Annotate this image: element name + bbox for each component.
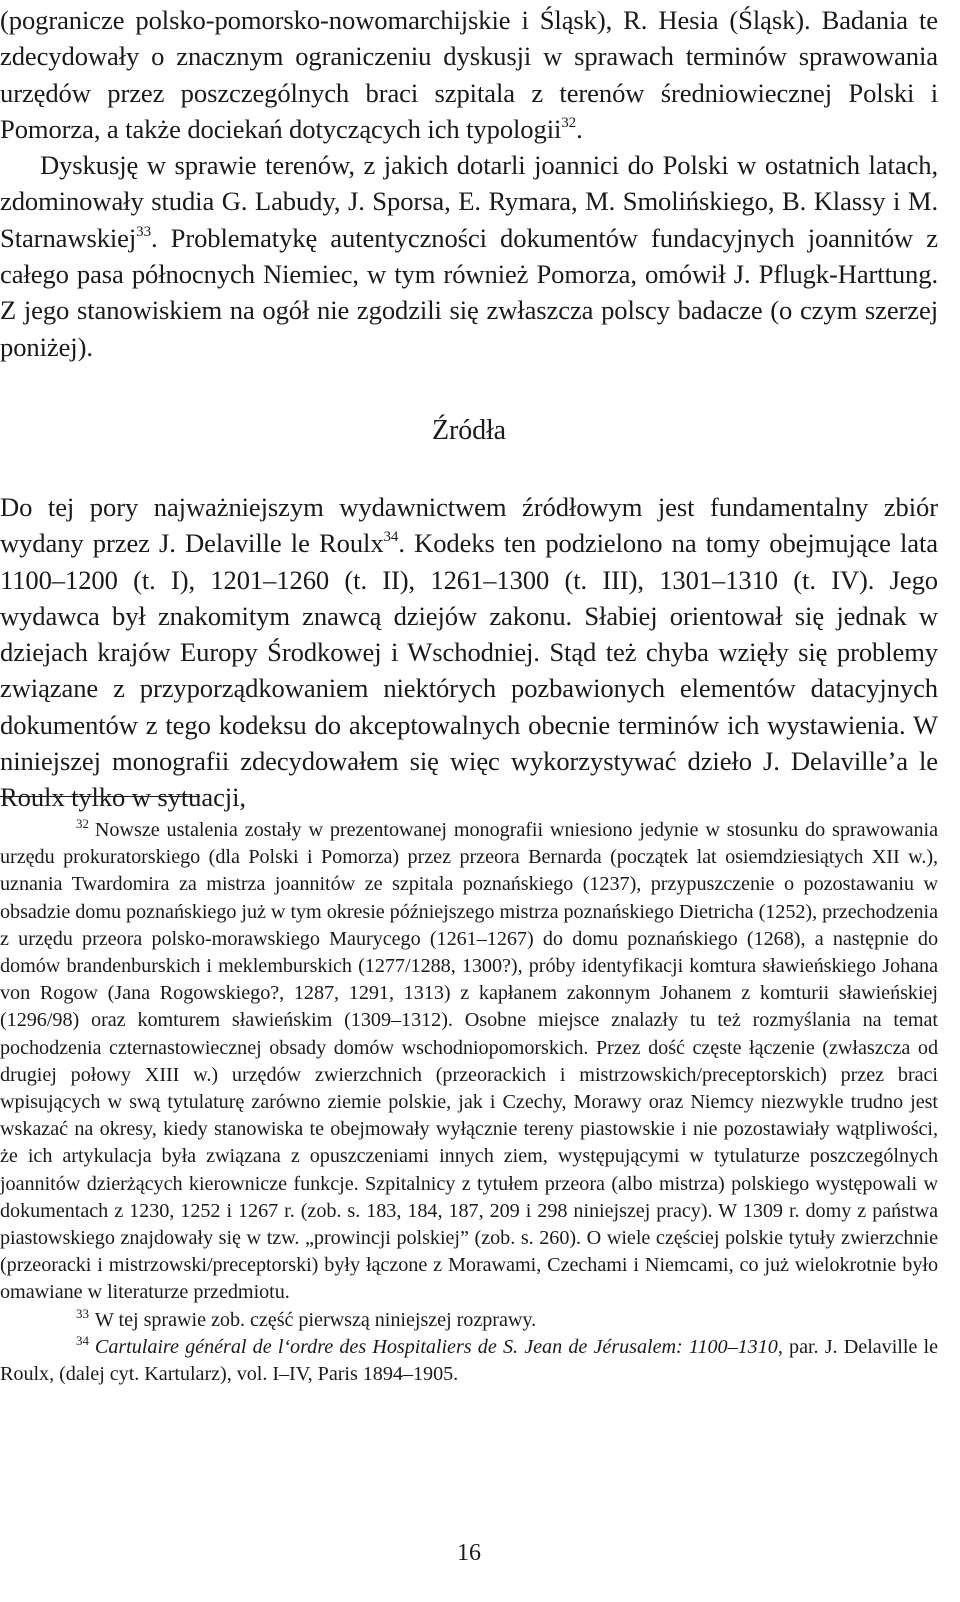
- footnote-32-text: Nowsze ustalenia zostały w prezentowanej monografii wniesiono jedynie w stosunku do sprawowania urzędu prokuratorskiego (dla Polski i Pomorza) przez przeora Bernarda (początek lat osiemdziesiątych XII w.), uznania Twardomira za mistrza joannitów ze szpitala poznańskiego (1237), przypuszczenie o pozostawaniu w obsadzie domu poznańskiego już w tym okresie późniejszego mistrza poznańskiego Dietricha (1252), przechodzenia z urzędu przeora polsko-morawskiego Maurycego (1261–1267) do domu poznańskiego (1268), a następnie do domów brandenburskich i meklemburskich (1277/1288, 1300?), próby identyfikacji komtura sławieńskiego Johana von Rogow (Jana Rogowskiego?, 1287, 1291, 1313) z kapłanem zakonnym Johanem z komturii sławieńskiej (1296/98) oraz komturem sławieńskim (1309–1312). Osobne miejsce znalazły tu też rozmyślania na temat pochodzenia czternastowiecznej obsady domów wschodniopomorskich. Przez dość częste łączenie (zwłaszcza od drugiej połowy XIII w.) urzędów zwierzchnich (przeorackich i mistrzowskich/preceptorskich) przez braci wpisujących w swą tytulaturę zarówno ziemie polskie, jak i Czechy, Morawy oraz Niemcy niezwykle trudno jest wskazać na okresy, kiedy stanowiska te obejmowały wyłącznie tereny piastowskie i nie pozostawiały wątpliwości, że ich artykulacja była związana z opuszczeniami innych ziem, występującymi w tytulaturze poszczególnych joannitów dzierżących kierownicze funkcje. Szpitalnicy z tytułem przeora (albo mistrza) polskiego występowali w dokumentach z 1230, 1252 i 1267 r. (zob. s. 183, 184, 187, 209 i 298 niniejszej pracy). W 1309 r. domy z państwa piastowskiego znajdowały się w tzw. „prowincji polskiej” (zob. s. 260). O wiele częściej polskie tytuły zwierzchnie (przeoracki i mistrzowski/preceptorski) były łączone z Morawami, Czechami i Niemcami, co już wielokrotnie było omawiane w literaturze przedmiotu.: [0, 819, 938, 1304]
- main-text: [0, 2, 938, 816]
- footnote-ref-32: 32: [561, 114, 577, 131]
- footnote-34-text: , par. J. Delaville le Roulx, (dalej cyt. Kartularz), vol. I–IV, Paris 1894–1905.: [0, 1335, 938, 1386]
- page-number: 16: [457, 1540, 481, 1566]
- paragraph-2: [0, 147, 938, 365]
- paragraph-3: [0, 489, 938, 816]
- footnote-34: $^{34}$ Cartulaire général de l‘ordre des Hospitaliers de S. Jean de Jérusalem: 1100–1310, par. J. Delaville le Roulx, (dalej cyt. Kartularz), vol. I–IV, Paris 1894–1905.: [0, 1332, 938, 1386]
- footnote-separator: [0, 796, 200, 797]
- paragraph-3-text-a: Do tej pory najważniejszym wydawnictwem źródłowym jest fundamentalny zbiór wydany przez J. Delaville le Roulx: [0, 491, 938, 559]
- footnote-33-text: W tej sprawie zob. część pierwszą niniejszej rozprawy.: [94, 1308, 537, 1331]
- footnote-ref-34: 34: [383, 529, 399, 546]
- section-heading: Źródła: [431, 414, 507, 446]
- paragraph-1: [0, 2, 938, 147]
- footnote-34-title: Cartulaire général de l‘ordre des Hospitaliers de S. Jean de Jérusalem: 1100–1310: [94, 1335, 778, 1358]
- paragraph-2-text-b: . Problematykę autentyczności dokumentów fundacyjnych joannitów z całego pasa północnych Niemiec, w tym również Pomorza, omówił J. Pflugk-Harttung. Z jego stanowiskiem na ogół nie zgodzili się zwłaszcza polscy badacze (o czym szerzej poniżej).: [0, 222, 938, 362]
- footnote-33: $^{33}$ W tej sprawie zob. część pierwszą niniejszej rozprawy.: [76, 1305, 537, 1331]
- footnote-ref-33: 33: [136, 223, 151, 240]
- paragraph-1-end: .: [576, 113, 583, 144]
- footnotes: [0, 817, 938, 1388]
- paragraph-2-text-a: Dyskusję w sprawie terenów, z jakich dotarli joannici do Polski w ostatnich latach, zdominowały studia G. Labudy, J. Sporsa, E. Rymara, M. Smolińskiego, B. Klassy i M. Starnawskiej: [0, 150, 938, 253]
- paragraph-3-text-b: . Kodeks ten podzielono na tomy obejmujące lata 1100–1200 (t. I), 1201–1260 (t. II), 1261–1300 (t. III), 1301–1310 (t. IV). Jego wydawca był znakomitym znawcą dziejów zakonu. Słabiej orientował się jednak w dziejach krajów Europy Środkowej i Wschodniej. Stąd też chyba wzięły się problemy związane z przyporządkowaniem niektórych pozbawionych elementów datacyjnych dokumentów z tego kodeksu do akceptowalnych obecnie terminów ich wystawienia. W niniejszej monografii zdecydowałem się więc wykorzystywać dzieło J. Delaville’a le Roulx tylko w sytuacji,: [0, 528, 938, 813]
- footnote-32: $^{32}$ Nowsze ustalenia zostały w prezentowanej monografii wniesiono jedynie w stosunku do sprawowania urzędu prokuratorskiego (dla Polski i Pomorza) przez przeora Bernarda (początek lat osiemdziesiątych XII w.), uznania Twardomira za mistrza joannitów ze szpitala poznańskiego (1237), przypuszczenie o pozostawaniu w obsadzie domu poznańskiego już w tym okresie późniejszego mistrza poznańskiego Dietricha (1252), przechodzenia z urzędu przeora polsko-morawskiego Maurycego (1261–1267) do domu poznańskiego (1268), a następnie do domów brandenburskich i meklemburskich (1277/1288, 1300?), próby identyfikacji komtura sławieńskiego Johana von Rogow (Jana Rogowskiego?, 1287, 1291, 1313) z kapłanem zakonnym Johanem z komturii sławieńskiej (1296/98) oraz komturem sławieńskim (1309–1312). Osobne miejsce znalazły tu też rozmyślania na temat pochodzenia czternastowiecznej obsady domów wschodniopomorskich. Przez dość częste łączenie (zwłaszcza od drugiej połowy XIII w.) urzędów zwierzchnich (przeorackich i mistrzowskich/preceptorskich) przez braci wpisujących w swą tytulaturę zarówno ziemie polskie, jak i Czechy, Morawy oraz Niemcy niezwykle trudno jest wskazać na okresy, kiedy stanowiska te obejmowały wyłącznie tereny piastowskie i nie pozostawiały wątpliwości, że ich artykulacja była związana z opuszczeniami innych ziem, występującymi w tytulaturze poszczególnych joannitów dzierżących kierownicze funkcje. Szpitalnicy z tytułem przeora (albo mistrza) polskiego występowali w dokumentach z 1230, 1252 i 1267 r. (zob. s. 183, 184, 187, 209 i 298 niniejszej pracy). W 1309 r. domy z państwa piastowskiego znajdowały się w tzw. „prowincji polskiej” (zob. s. 260). O wiele częściej polskie tytuły zwierzchnie (przeoracki i mistrzowski/preceptorski) były łączone z Morawami, Czechami i Niemcami, co już wielokrotnie było omawiane w literaturze przedmiotu.: [0, 816, 938, 1304]
- paragraph-1-text: (pogranicze polsko-pomorsko-nowomarchijskie i Śląsk), R. Hesia (Śląsk). Badania te zdecydowały o znacznym ograniczeniu dyskusji w sprawach terminów sprawowania urzędów przez poszczególnych braci szpitala z terenów średniowiecznej Polski i Pomorza, a także dociekań dotyczących ich typologii: [0, 5, 938, 144]
